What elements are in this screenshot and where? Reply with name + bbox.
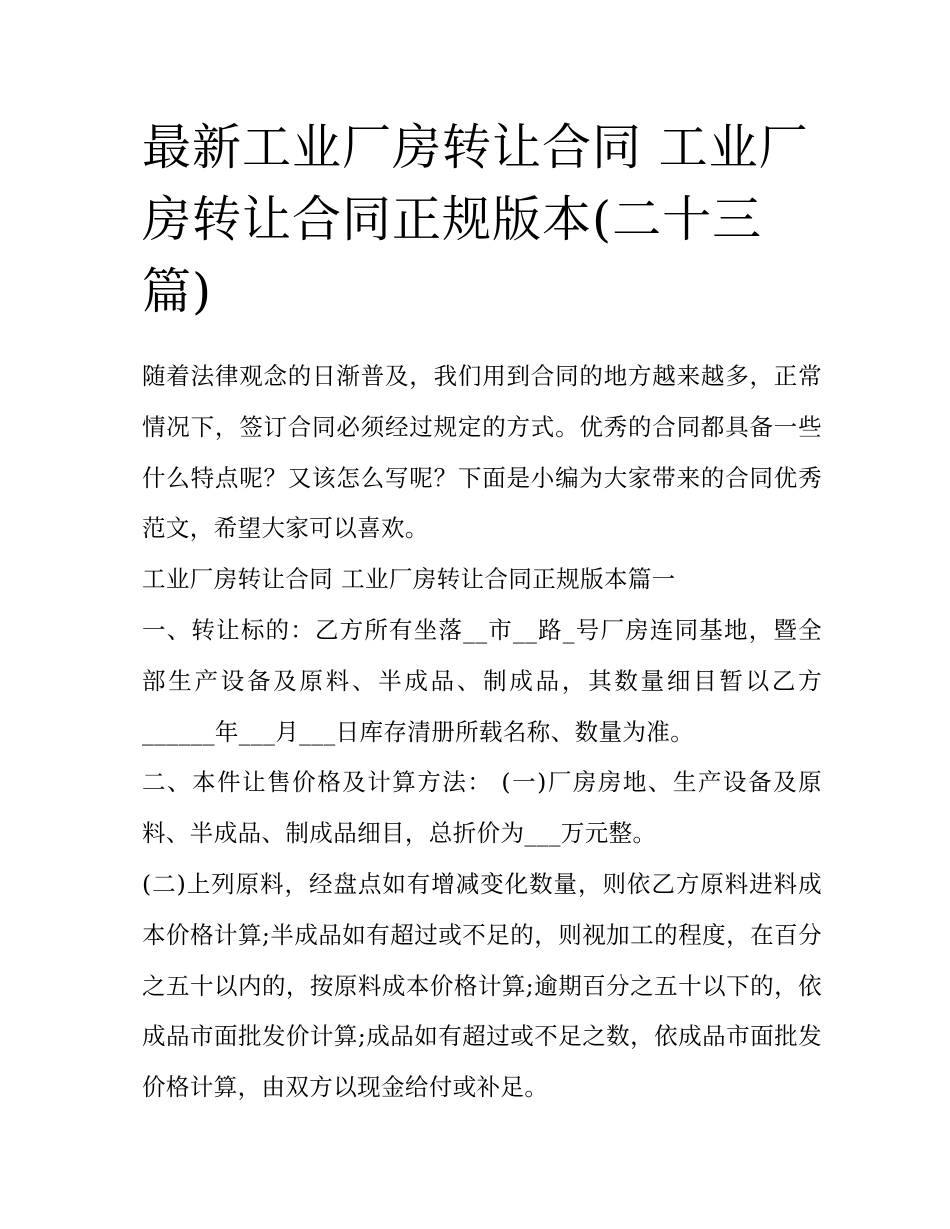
document-body: [142, 112, 822, 1113]
section-heading: 工业厂房转让合同 工业厂房转让合同正规版本篇一: [142, 565, 676, 594]
clause-price-calculation: 二、本件让售价格及计算方法： (一)厂房房地、生产设备及原料、半成品、制成品细目，总折价为___万元整。: [142, 768, 822, 848]
intro-paragraph: 随着法律观念的日渐普及，我们用到合同的地方越来越多，正常情况下，签订合同必须经过规定的方式。优秀的合同都具备一些什么特点呢？又该怎么写呢？下面是小编为大家带来的合同优秀范文，希望大家可以喜欢。: [142, 362, 822, 543]
clause-inventory-adjustment: (二)上列原料，经盘点如有增减变化数量，则依乙方原料进料成本价格计算;半成品如有超过或不足的，则视加工的程度，在百分之五十以内的，按原料成本价格计算;逾期百分之五十以下的，依成品市面批发价计算;成品如有超过或不足之数，依成品市面批发价格计算，由双方以现金给付或补足。: [142, 869, 822, 1102]
document-title: 最新工业厂房转让合同 工业厂房转让合同正规版本(二十三篇): [142, 119, 809, 320]
clause-transfer-subject: 一、转让标的：乙方所有坐落__市__路_号厂房连同基地，暨全部生产设备及原料、半成品、制成品，其数量细目暂以乙方______年___月___日库存清册所载名称、数量为准。: [142, 615, 822, 746]
